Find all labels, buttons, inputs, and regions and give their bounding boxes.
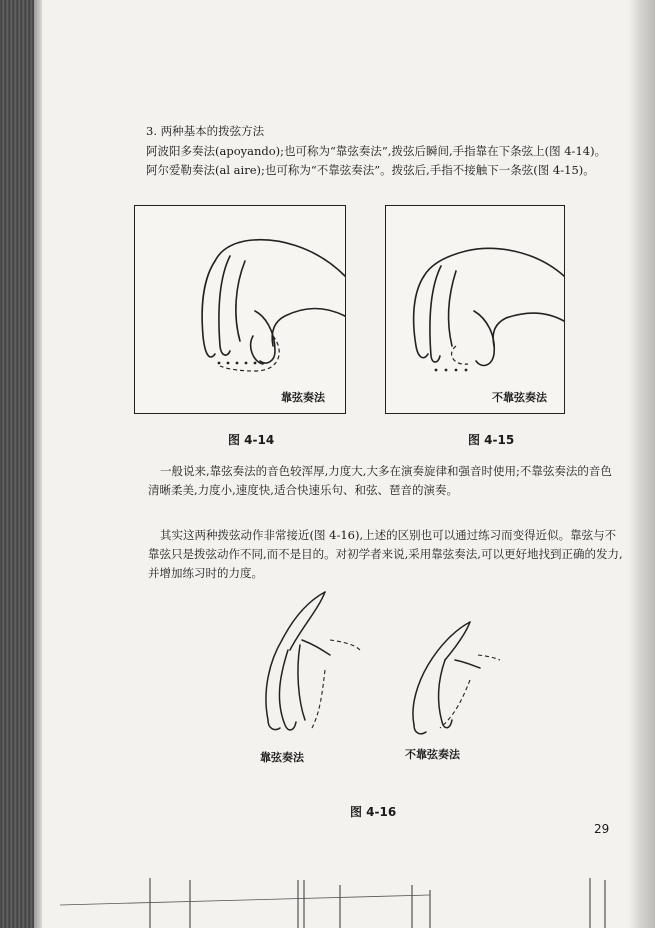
figure-4-14-caption: 图 4-14 (228, 433, 275, 447)
figure-4-16-right-label: 不靠弦奏法 (405, 748, 460, 761)
apoyando-line: 阿波阳多奏法(apoyando);也可称为“靠弦奏法”,拨弦后瞬间,手指靠在下条弦上(图 4-14)。 (146, 144, 607, 158)
page-number: 29 (594, 822, 610, 836)
figure-4-16-left-label: 靠弦奏法 (260, 751, 304, 764)
paragraph-2-line-1: 其实这两种拨弦动作非常接近(图 4-16),上述的区别也可以通过练习而变得近似。靠弦与不 (160, 528, 617, 542)
section-heading: 3. 两种基本的拨弦方法 (146, 124, 265, 138)
al-aire-line: 阿尔爱勒奏法(al aire);也可称为“不靠弦奏法”。拨弦后,手指不接触下一条弦(图 4-15)。 (146, 163, 595, 177)
paragraph-1-line-1: 一般说来,靠弦奏法的音色较浑厚,力度大,大多在演奏旋律和强音时使用;不靠弦奏法的音色 (160, 464, 612, 478)
figure-4-15-label: 不靠弦奏法 (492, 391, 547, 404)
figure-4-15-caption: 图 4-15 (468, 433, 515, 447)
figure-4-16-caption: 图 4-16 (350, 805, 397, 819)
paragraph-1-line-2: 清晰柔美,力度小,速度快,适合快速乐句、和弦、琶音的演奏。 (148, 483, 458, 497)
figure-4-14-label: 靠弦奏法 (281, 391, 325, 404)
paragraph-2-line-3: 并增加练习时的力度。 (148, 566, 263, 580)
paragraph-2-line-2: 靠弦只是拨弦动作不同,而不是目的。对初学者来说,采用靠弦奏法,可以更好地找到正确的发力, (148, 547, 623, 561)
